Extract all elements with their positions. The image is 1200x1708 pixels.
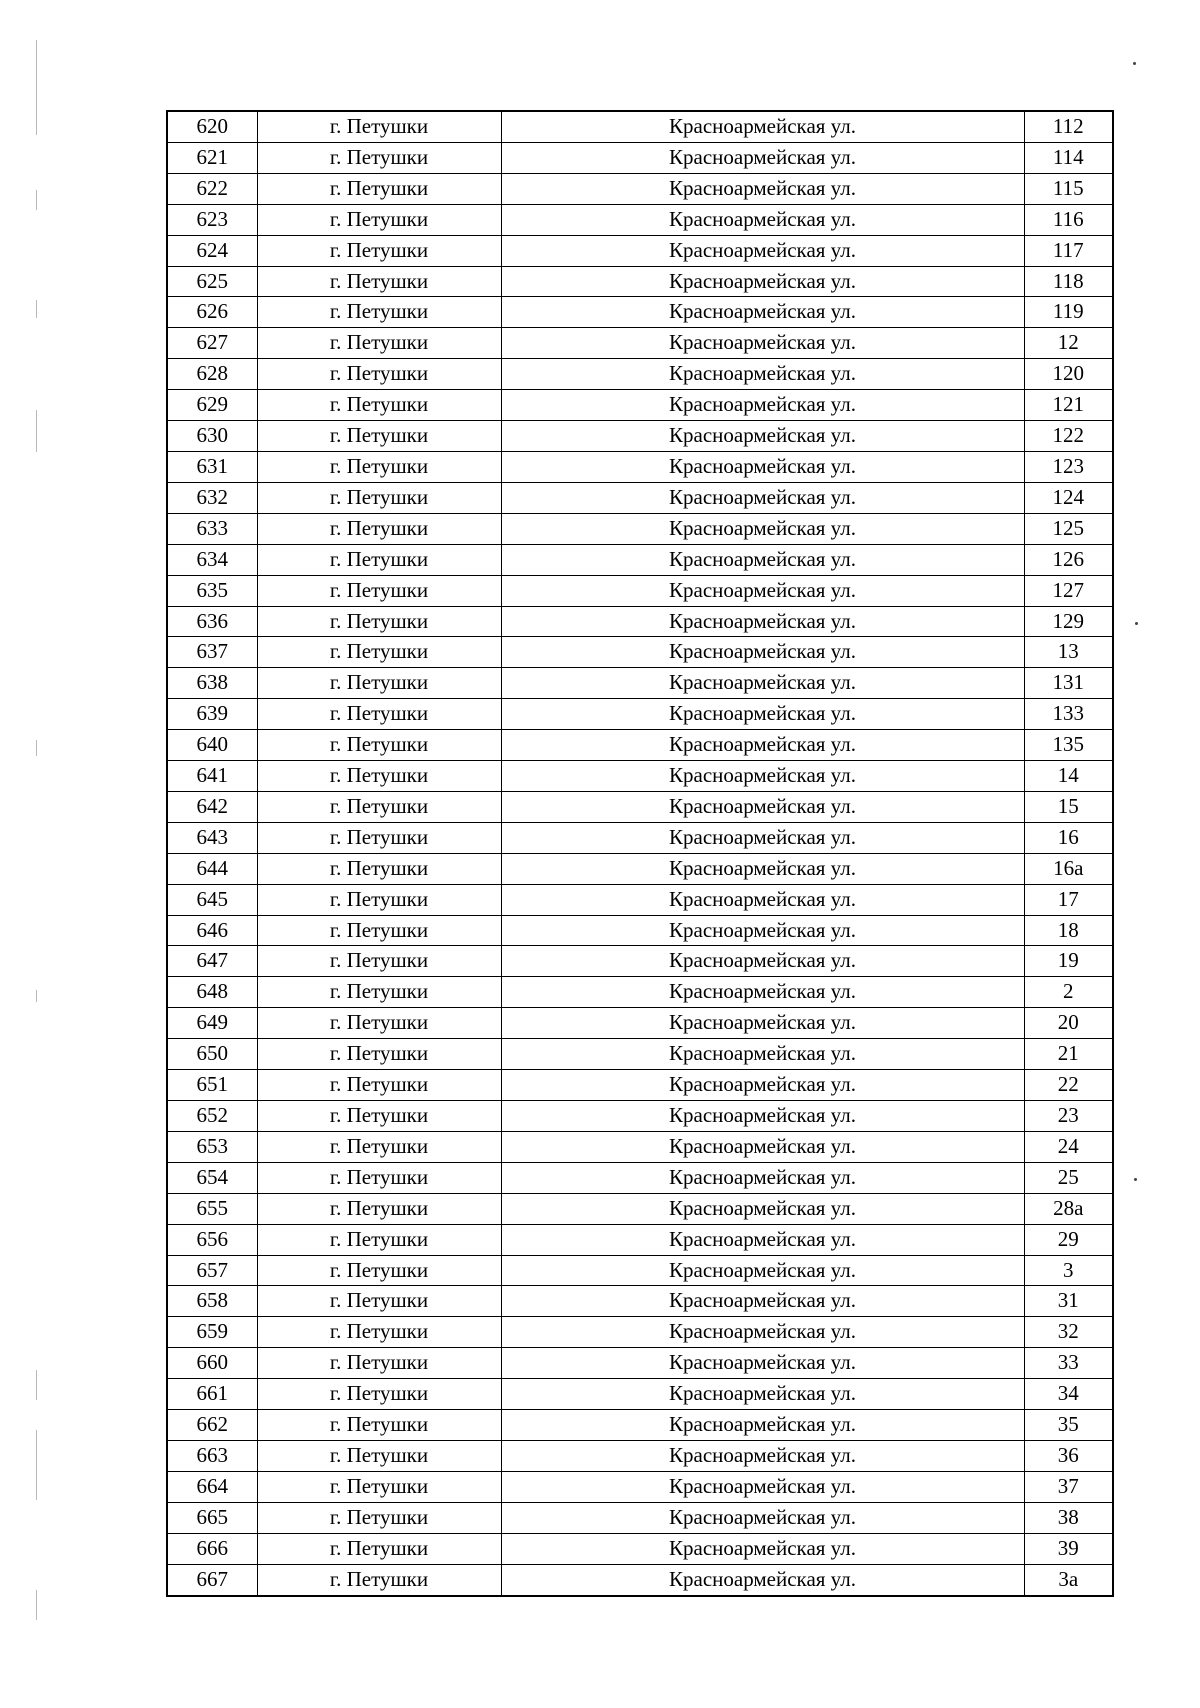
row-number: 630 [167,421,257,452]
street-cell: Красноармейская ул. [501,1533,1024,1564]
house-number-cell: 31 [1024,1286,1113,1317]
street-cell: Красноармейская ул. [501,1131,1024,1162]
house-number-cell: 19 [1024,946,1113,977]
house-number-cell: 129 [1024,606,1113,637]
street-cell: Красноармейская ул. [501,791,1024,822]
street-cell: Красноармейская ул. [501,1564,1024,1595]
scan-dot [1134,1178,1137,1181]
city-cell: г. Петушки [257,204,501,235]
table-row [167,421,1113,452]
street-cell: Красноармейская ул. [501,853,1024,884]
row-number: 641 [167,761,257,792]
table-row [167,575,1113,606]
table-row [167,111,1113,142]
street-cell: Красноармейская ул. [501,1317,1024,1348]
table-row [167,668,1113,699]
row-number: 636 [167,606,257,637]
city-cell: г. Петушки [257,111,501,142]
street-cell: Красноармейская ул. [501,1286,1024,1317]
street-cell: Красноармейская ул. [501,1008,1024,1039]
house-number-cell: 25 [1024,1162,1113,1193]
table-row [167,204,1113,235]
street-cell: Красноармейская ул. [501,575,1024,606]
row-number: 658 [167,1286,257,1317]
city-cell: г. Петушки [257,482,501,513]
row-number: 650 [167,1039,257,1070]
house-number-cell: 120 [1024,359,1113,390]
city-cell: г. Петушки [257,915,501,946]
house-number-cell: 124 [1024,482,1113,513]
table-row [167,915,1113,946]
table-row [167,1379,1113,1410]
house-number-cell: 23 [1024,1101,1113,1132]
city-cell: г. Петушки [257,977,501,1008]
street-cell: Красноармейская ул. [501,915,1024,946]
street-cell: Красноармейская ул. [501,1255,1024,1286]
table-row [167,791,1113,822]
row-number: 634 [167,544,257,575]
street-cell: Красноармейская ул. [501,111,1024,142]
row-number: 667 [167,1564,257,1595]
row-number: 635 [167,575,257,606]
street-cell: Красноармейская ул. [501,328,1024,359]
table-row [167,544,1113,575]
house-number-cell: 122 [1024,421,1113,452]
street-cell: Красноармейская ул. [501,946,1024,977]
city-cell: г. Петушки [257,699,501,730]
house-number-cell: 21 [1024,1039,1113,1070]
city-cell: г. Петушки [257,297,501,328]
table-row [167,1440,1113,1471]
house-number-cell: 22 [1024,1070,1113,1101]
table-row [167,359,1113,390]
city-cell: г. Петушки [257,1131,501,1162]
street-cell: Красноармейская ул. [501,730,1024,761]
street-cell: Красноармейская ул. [501,668,1024,699]
row-number: 632 [167,482,257,513]
row-number: 660 [167,1348,257,1379]
street-cell: Красноармейская ул. [501,204,1024,235]
house-number-cell: 123 [1024,451,1113,482]
street-cell: Красноармейская ул. [501,822,1024,853]
table-row [167,266,1113,297]
table-row [167,884,1113,915]
street-cell: Красноармейская ул. [501,1070,1024,1101]
row-number: 666 [167,1533,257,1564]
house-number-cell: 37 [1024,1471,1113,1502]
row-number: 626 [167,297,257,328]
row-number: 657 [167,1255,257,1286]
house-number-cell: 135 [1024,730,1113,761]
house-number-cell: 32 [1024,1317,1113,1348]
row-number: 655 [167,1193,257,1224]
house-number-cell: 20 [1024,1008,1113,1039]
table-row [167,730,1113,761]
row-number: 645 [167,884,257,915]
row-number: 654 [167,1162,257,1193]
city-cell: г. Петушки [257,421,501,452]
street-cell: Красноармейская ул. [501,1379,1024,1410]
table-row [167,1317,1113,1348]
city-cell: г. Петушки [257,1379,501,1410]
house-number-cell: 33 [1024,1348,1113,1379]
city-cell: г. Петушки [257,1410,501,1441]
table-row [167,637,1113,668]
city-cell: г. Петушки [257,328,501,359]
table-row [167,390,1113,421]
table-row [167,1348,1113,1379]
table-row [167,513,1113,544]
house-number-cell: 29 [1024,1224,1113,1255]
house-number-cell: 133 [1024,699,1113,730]
scan-mark [36,990,37,1002]
city-cell: г. Петушки [257,730,501,761]
street-cell: Красноармейская ул. [501,1502,1024,1533]
street-cell: Красноармейская ул. [501,297,1024,328]
table-row [167,1070,1113,1101]
row-number: 637 [167,637,257,668]
street-cell: Красноармейская ул. [501,1348,1024,1379]
house-number-cell: 131 [1024,668,1113,699]
row-number: 647 [167,946,257,977]
house-number-cell: 127 [1024,575,1113,606]
street-cell: Красноармейская ул. [501,544,1024,575]
table-row [167,1502,1113,1533]
street-cell: Красноармейская ул. [501,482,1024,513]
city-cell: г. Петушки [257,1286,501,1317]
row-number: 665 [167,1502,257,1533]
street-cell: Красноармейская ул. [501,1224,1024,1255]
row-number: 623 [167,204,257,235]
table-row [167,1101,1113,1132]
city-cell: г. Петушки [257,142,501,173]
city-cell: г. Петушки [257,235,501,266]
city-cell: г. Петушки [257,266,501,297]
row-number: 656 [167,1224,257,1255]
house-number-cell: 114 [1024,142,1113,173]
street-cell: Красноармейская ул. [501,1471,1024,1502]
house-number-cell: 36 [1024,1440,1113,1471]
street-cell: Красноармейская ул. [501,761,1024,792]
table-row [167,1533,1113,1564]
row-number: 643 [167,822,257,853]
row-number: 651 [167,1070,257,1101]
house-number-cell: 125 [1024,513,1113,544]
street-cell: Красноармейская ул. [501,235,1024,266]
house-number-cell: 119 [1024,297,1113,328]
house-number-cell: 13 [1024,637,1113,668]
table-row [167,1039,1113,1070]
house-number-cell: 24 [1024,1131,1113,1162]
street-cell: Красноармейская ул. [501,513,1024,544]
house-number-cell: 118 [1024,266,1113,297]
street-cell: Красноармейская ул. [501,1440,1024,1471]
house-number-cell: 2 [1024,977,1113,1008]
table-row [167,699,1113,730]
street-cell: Красноармейская ул. [501,1410,1024,1441]
row-number: 627 [167,328,257,359]
table-row [167,1471,1113,1502]
house-number-cell: 16а [1024,853,1113,884]
street-cell: Красноармейская ул. [501,142,1024,173]
row-number: 640 [167,730,257,761]
city-cell: г. Петушки [257,1564,501,1595]
house-number-cell: 12 [1024,328,1113,359]
row-number: 629 [167,390,257,421]
house-number-cell: 3 [1024,1255,1113,1286]
city-cell: г. Петушки [257,1039,501,1070]
city-cell: г. Петушки [257,359,501,390]
street-cell: Красноармейская ул. [501,266,1024,297]
city-cell: г. Петушки [257,606,501,637]
table-row [167,1286,1113,1317]
row-number: 625 [167,266,257,297]
city-cell: г. Петушки [257,1008,501,1039]
table-row [167,235,1113,266]
table-row [167,1410,1113,1441]
table-row [167,606,1113,637]
house-number-cell: 3а [1024,1564,1113,1595]
row-number: 622 [167,173,257,204]
city-cell: г. Петушки [257,1193,501,1224]
city-cell: г. Петушки [257,1440,501,1471]
city-cell: г. Петушки [257,1533,501,1564]
table-row [167,1008,1113,1039]
city-cell: г. Петушки [257,173,501,204]
house-number-cell: 116 [1024,204,1113,235]
city-cell: г. Петушки [257,575,501,606]
scan-dot [1133,62,1136,65]
table-row [167,482,1113,513]
street-cell: Красноармейская ул. [501,1162,1024,1193]
scan-mark [36,410,37,452]
row-number: 642 [167,791,257,822]
row-number: 628 [167,359,257,390]
city-cell: г. Петушки [257,1348,501,1379]
table-row [167,1255,1113,1286]
street-cell: Красноармейская ул. [501,606,1024,637]
street-cell: Красноармейская ул. [501,421,1024,452]
city-cell: г. Петушки [257,853,501,884]
street-cell: Красноармейская ул. [501,451,1024,482]
scan-mark [36,300,37,318]
city-cell: г. Петушки [257,946,501,977]
table-row [167,1131,1113,1162]
house-number-cell: 16 [1024,822,1113,853]
table-row [167,1564,1113,1595]
row-number: 646 [167,915,257,946]
city-cell: г. Петушки [257,637,501,668]
table-row [167,173,1113,204]
city-cell: г. Петушки [257,1502,501,1533]
city-cell: г. Петушки [257,1317,501,1348]
city-cell: г. Петушки [257,390,501,421]
table-row [167,142,1113,173]
row-number: 644 [167,853,257,884]
scan-mark [36,1430,37,1500]
row-number: 664 [167,1471,257,1502]
scan-mark [36,1590,37,1620]
scan-dot [1135,622,1138,625]
city-cell: г. Петушки [257,544,501,575]
street-cell: Красноармейская ул. [501,637,1024,668]
scan-mark [36,190,37,210]
city-cell: г. Петушки [257,1255,501,1286]
table-row [167,761,1113,792]
row-number: 638 [167,668,257,699]
street-cell: Красноармейская ул. [501,977,1024,1008]
street-cell: Красноармейская ул. [501,1039,1024,1070]
city-cell: г. Петушки [257,1070,501,1101]
row-number: 649 [167,1008,257,1039]
street-cell: Красноармейская ул. [501,359,1024,390]
city-cell: г. Петушки [257,1471,501,1502]
table-row [167,297,1113,328]
street-cell: Красноармейская ул. [501,390,1024,421]
house-number-cell: 38 [1024,1502,1113,1533]
city-cell: г. Петушки [257,761,501,792]
row-number: 633 [167,513,257,544]
house-number-cell: 15 [1024,791,1113,822]
scan-mark [36,1370,37,1400]
street-cell: Красноармейская ул. [501,1193,1024,1224]
row-number: 652 [167,1101,257,1132]
address-table [166,110,1114,1597]
city-cell: г. Петушки [257,791,501,822]
city-cell: г. Петушки [257,513,501,544]
house-number-cell: 115 [1024,173,1113,204]
house-number-cell: 39 [1024,1533,1113,1564]
table-row [167,1224,1113,1255]
house-number-cell: 117 [1024,235,1113,266]
scan-mark [36,740,37,756]
table-row [167,822,1113,853]
city-cell: г. Петушки [257,668,501,699]
table-row [167,853,1113,884]
street-cell: Красноармейская ул. [501,1101,1024,1132]
street-cell: Красноармейская ул. [501,699,1024,730]
house-number-cell: 28а [1024,1193,1113,1224]
row-number: 663 [167,1440,257,1471]
table-row [167,977,1113,1008]
table-row [167,946,1113,977]
house-number-cell: 14 [1024,761,1113,792]
scan-mark [36,40,37,135]
row-number: 631 [167,451,257,482]
row-number: 648 [167,977,257,1008]
row-number: 662 [167,1410,257,1441]
city-cell: г. Петушки [257,1224,501,1255]
row-number: 661 [167,1379,257,1410]
house-number-cell: 18 [1024,915,1113,946]
house-number-cell: 35 [1024,1410,1113,1441]
house-number-cell: 34 [1024,1379,1113,1410]
house-number-cell: 17 [1024,884,1113,915]
city-cell: г. Петушки [257,822,501,853]
address-table-body [167,111,1113,1596]
house-number-cell: 126 [1024,544,1113,575]
table-row [167,1162,1113,1193]
row-number: 653 [167,1131,257,1162]
row-number: 639 [167,699,257,730]
row-number: 659 [167,1317,257,1348]
city-cell: г. Петушки [257,1162,501,1193]
row-number: 624 [167,235,257,266]
table-row [167,451,1113,482]
row-number: 621 [167,142,257,173]
house-number-cell: 112 [1024,111,1113,142]
city-cell: г. Петушки [257,884,501,915]
street-cell: Красноармейская ул. [501,884,1024,915]
city-cell: г. Петушки [257,451,501,482]
street-cell: Красноармейская ул. [501,173,1024,204]
city-cell: г. Петушки [257,1101,501,1132]
table-row [167,328,1113,359]
house-number-cell: 121 [1024,390,1113,421]
row-number: 620 [167,111,257,142]
table-row [167,1193,1113,1224]
